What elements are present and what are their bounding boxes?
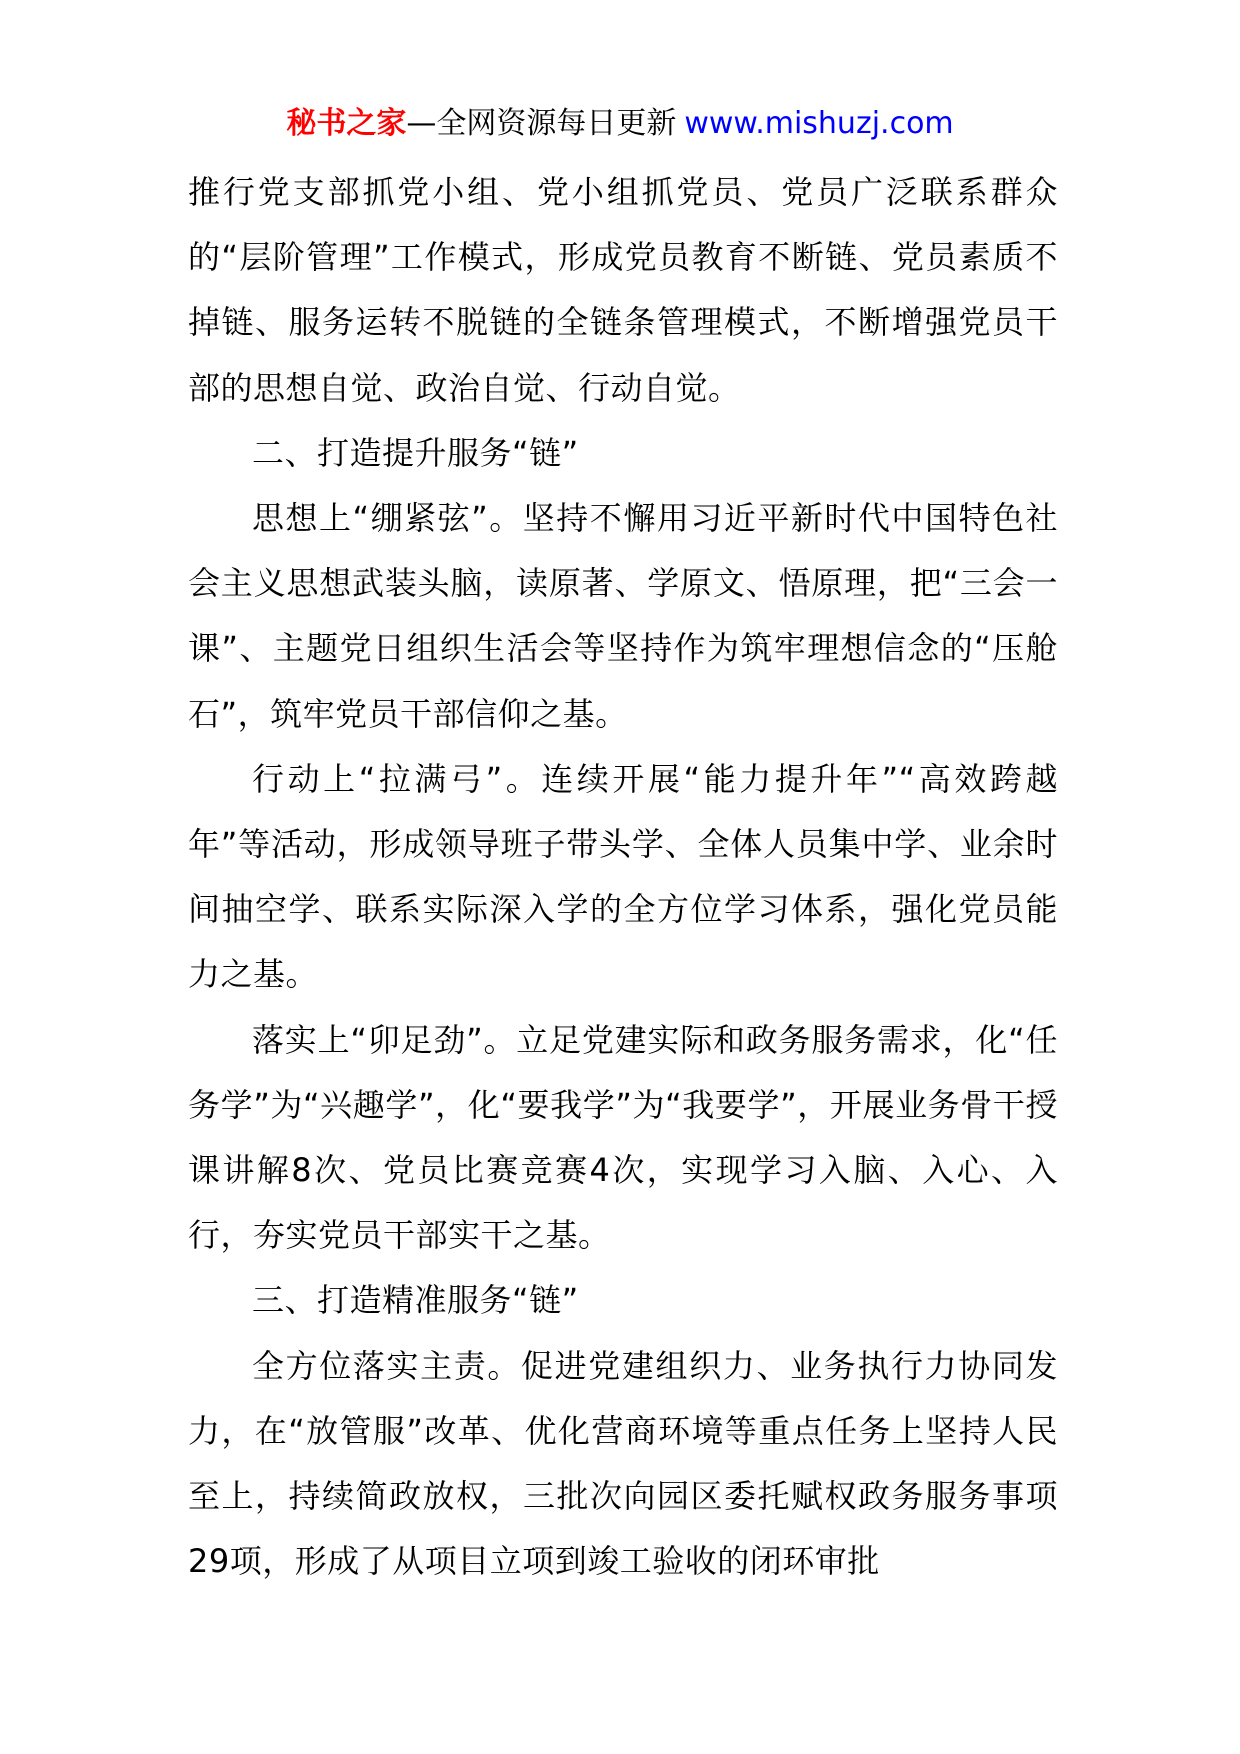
paragraph-responsibility: 全方位落实主责。促进党建组织力、业务执行力协同发力，在“放管服”改革、优化营商环境等重点任务上坚持人民至上，持续简政放权，三批次向园区委托赋权政务服务事项29项，形成了从项目立项到竣工验收的闭环审批 — [188, 1346, 1058, 1581]
paragraph-thinking: 思想上“绷紧弦”。坚持不懈用习近平新时代中国特色社会主义思想武装头脑，读原著、学原文、悟原理，把“三会一课”、主题党日组织生活会等坚持作为筑牢理想信念的“压舱石”，筑牢党员干部信仰之基。 — [188, 499, 1058, 733]
section-heading-3: 三、打造精准服务“链” — [252, 1281, 579, 1320]
website-link[interactable]: www.mishuzj.com — [684, 106, 954, 141]
page-header — [0, 104, 1240, 144]
paragraph-action: 行动上“拉满弓”。连续开展“能力提升年”“高效跨越年”等活动，形成领导班子带头学、全体人员集中学、业余时间抽空学、联系实际深入学的全方位学习体系，强化党员能力之基。 — [188, 759, 1058, 994]
section-heading-2: 二、打造提升服务“链” — [252, 433, 579, 472]
header-tagline: —全网资源每日更新 — [406, 106, 677, 141]
brand-name: 秘书之家 — [286, 106, 407, 141]
paragraph-implementation: 落实上“卯足劲”。立足党建实际和政务服务需求，化“任务学”为“兴趣学”，化“要我学”为“我要学”，开展业务骨干授课讲解8次、党员比赛竞赛4次，实现学习入脑、入心、入行，夯实党员干部实干之基。 — [188, 1020, 1058, 1255]
paragraph-continuation: 推行党支部抓党小组、党小组抓党员、党员广泛联系群众的“层阶管理”工作模式，形成党员教育不断链、党员素质不掉链、服务运转不脱链的全链条管理模式，不断增强党员干部的思想自觉、政治自觉、行动自觉。 — [188, 173, 1058, 407]
document-body — [188, 160, 1058, 1594]
